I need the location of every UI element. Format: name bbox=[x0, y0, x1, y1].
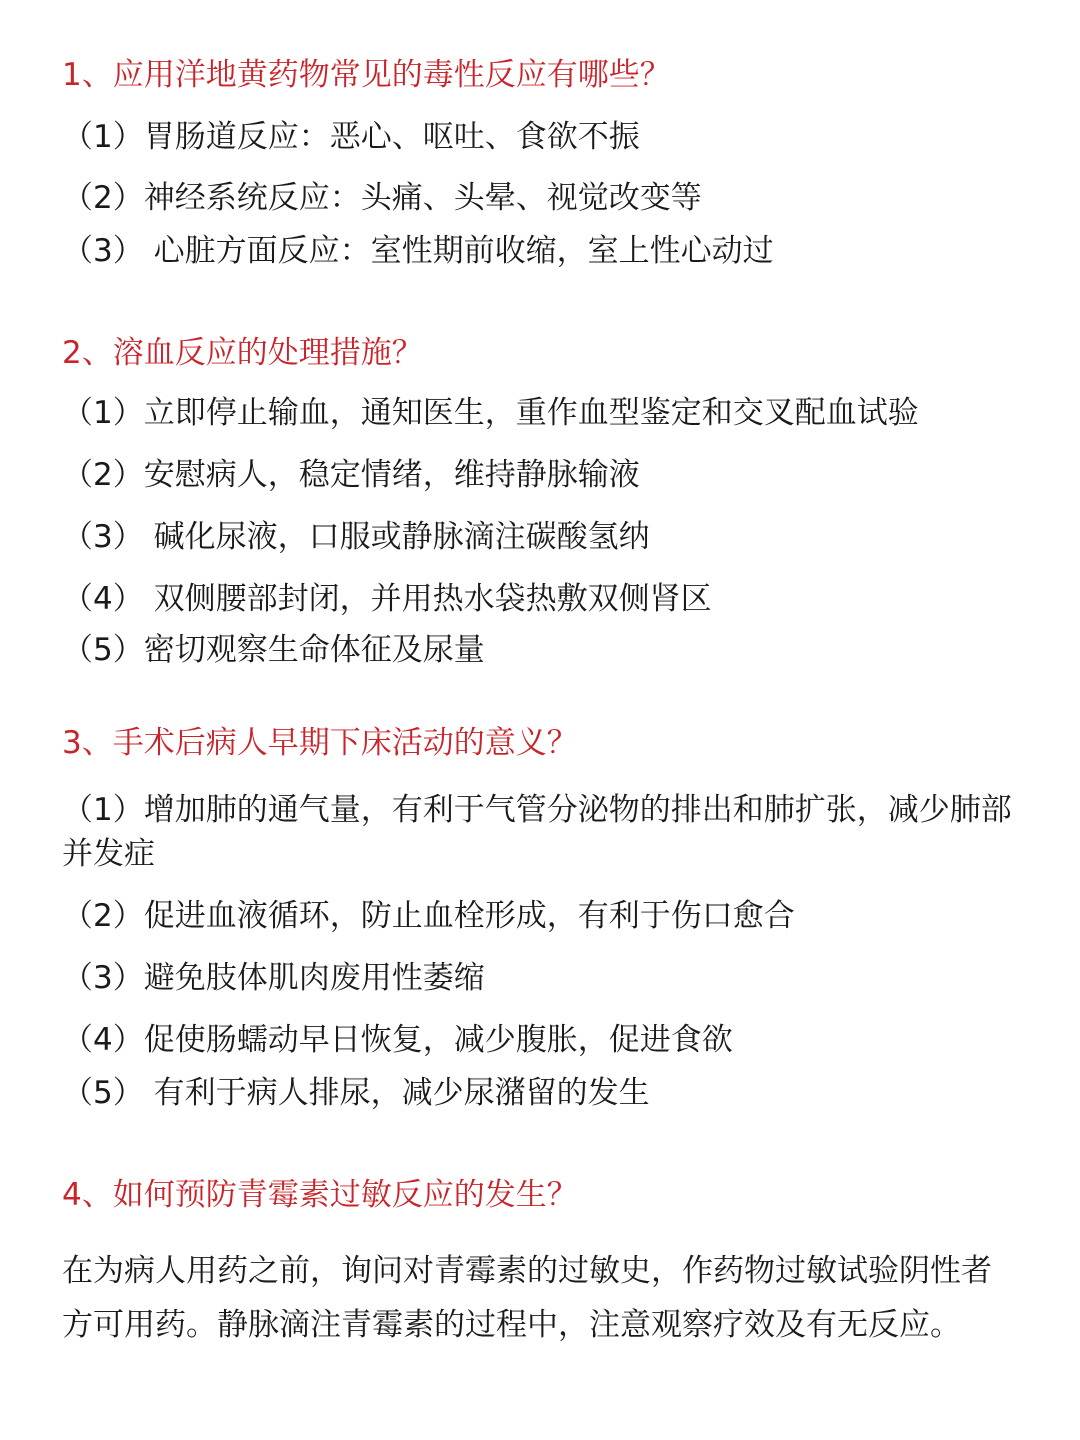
answer-3-item-3: （3）避免肢体肌肉废用性萎缩 bbox=[62, 960, 485, 996]
question-3: 3、手术后病人早期下床活动的意义？ bbox=[62, 725, 578, 761]
answer-1-item-3: （3） 心脏方面反应：室性期前收缩，室上性心动过 bbox=[62, 233, 774, 269]
answer-4-paragraph: 在为病人用药之前，询问对青霉素的过敏史，作药物过敏试验阴性者方可用药。静脉滴注青霉素的过程中，注意观察疗效及有无反应。 bbox=[62, 1253, 992, 1343]
answer-2-item-2: （2）安慰病人，稳定情绪，维持静脉输液 bbox=[62, 457, 640, 493]
answer-1-item-2: （2）神经系统反应：头痛、头晕、视觉改变等 bbox=[62, 180, 702, 216]
answer-3-item-1: （1）增加肺的通气量，有利于气管分泌物的排出和肺扩张，减少肺部并发症 bbox=[62, 792, 1012, 872]
answer-3-item-5: （5） 有利于病人排尿，减少尿潴留的发生 bbox=[62, 1075, 650, 1111]
answer-2-item-5: （5）密切观察生命体征及尿量 bbox=[62, 632, 485, 668]
answer-3-item-4: （4）促使肠蠕动早日恢复，减少腹胀，促进食欲 bbox=[62, 1022, 733, 1058]
answer-2-item-4: （4） 双侧腰部封闭，并用热水袋热敷双侧肾区 bbox=[62, 581, 712, 617]
answer-2-item-3: （3） 碱化尿液，口服或静脉滴注碳酸氢纳 bbox=[62, 519, 650, 555]
question-4: 4、如何预防青霉素过敏反应的发生？ bbox=[62, 1177, 578, 1213]
question-1: 1、应用洋地黄药物常见的毒性反应有哪些？ bbox=[62, 57, 671, 93]
answer-3-item-2: （2）促进血液循环，防止血栓形成，有利于伤口愈合 bbox=[62, 898, 795, 934]
question-2: 2、溶血反应的处理措施？ bbox=[62, 335, 423, 371]
answer-1-item-1: （1）胃肠道反应：恶心、呕吐、食欲不振 bbox=[62, 119, 640, 155]
answer-2-item-1: （1）立即停止输血，通知医生，重作血型鉴定和交叉配血试验 bbox=[62, 395, 919, 431]
